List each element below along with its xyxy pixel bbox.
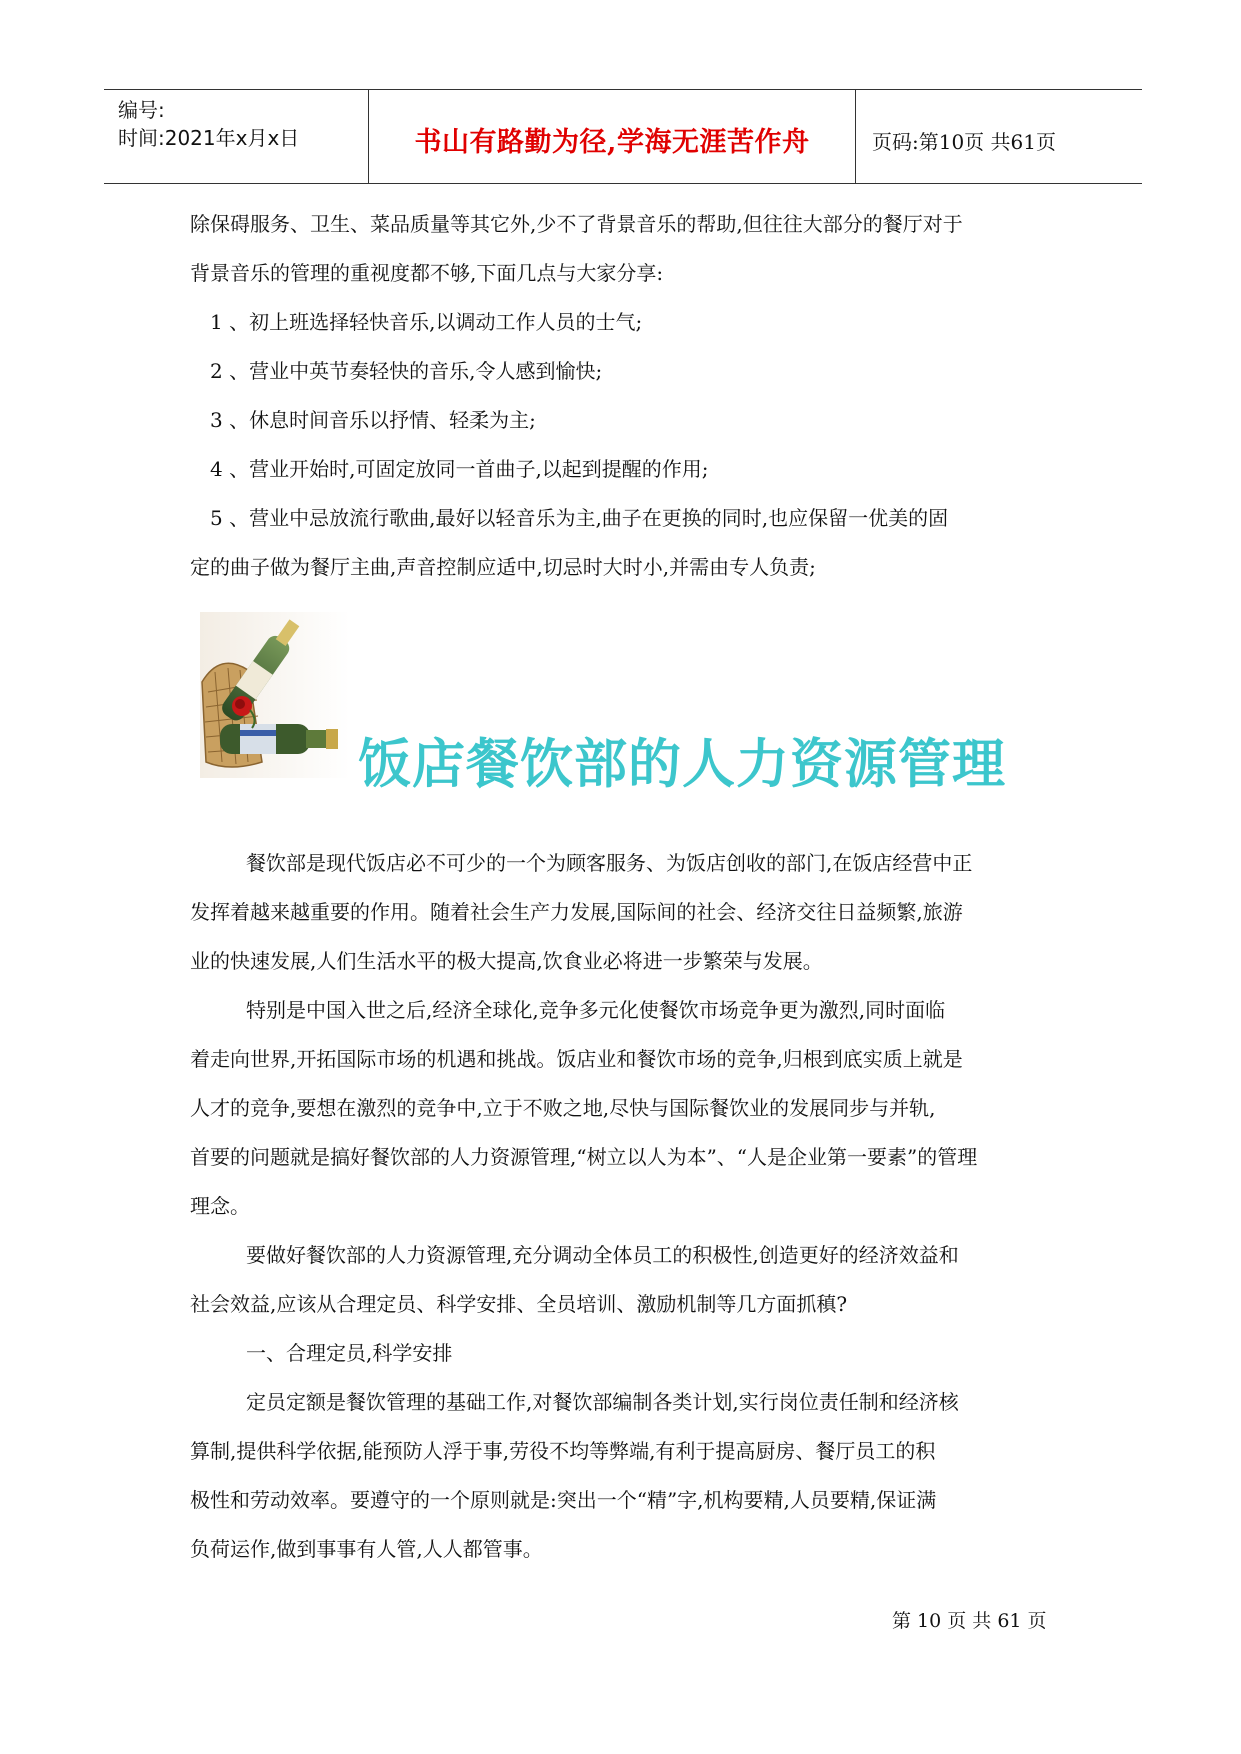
body-line-8: 理念。 [190, 1194, 250, 1218]
list-item-5: 5 、营业中忌放流行歌曲,最好以轻音乐为主,曲子在更换的同时,也应保留一优美的固 [210, 506, 949, 530]
intro-line-2: 背景音乐的管理的重视度都不够,下面几点与大家分享: [190, 261, 664, 285]
body-line-13: 算制,提供科学依据,能预防人浮于事,劳役不均等弊端,有利于提高厨房、餐厅员工的积 [190, 1439, 936, 1463]
header-meta-cell [104, 90, 368, 183]
body-line-6: 人才的竞争,要想在激烈的竞争中,立于不败之地,尽快与国际餐饮业的发展同步与并轨, [190, 1096, 936, 1120]
body-line-15: 负荷运作,做到事事有人管,人人都管事。 [190, 1537, 543, 1561]
page-footer: 第 10 页 共 61 页 [892, 1610, 1047, 1632]
body-line-1: 餐饮部是现代饭店必不可少的一个为顾客服务、为饭店创收的部门,在饭店经营中正 [246, 851, 973, 875]
body-line-9: 要做好餐饮部的人力资源管理,充分调动全体员工的积极性,创造更好的经济效益和 [246, 1243, 959, 1267]
intro-line-1: 除保碍服务、卫生、菜品质量等其它外,少不了背景音乐的帮助,但往往大部分的餐厅对于 [190, 212, 963, 236]
header-page-cell [856, 90, 1142, 183]
list-item-4: 4 、营业开始时,可固定放同一首曲子,以起到提醒的作用; [210, 457, 709, 481]
wine-bottles-image [200, 612, 350, 778]
body-line-12: 定员定额是餐饮管理的基础工作,对餐饮部编制各类计划,实行岗位责任制和经济核 [246, 1390, 959, 1414]
body-line-11: 一、合理定员,科学安排 [246, 1341, 453, 1365]
intro-section [190, 200, 1062, 592]
body-line-2: 发挥着越来越重要的作用。随着社会生产力发展,国际间的社会、经济交往日益频繁,旅游 [190, 900, 963, 924]
page-header [104, 89, 1142, 184]
body-line-3: 业的快速发展,人们生活水平的极大提高,饮食业必将进一步繁荣与发展。 [190, 949, 823, 973]
list-item-5-continued: 定的曲子做为餐厅主曲,声音控制应适中,切忌时大时小,并需由专人负责; [190, 555, 816, 579]
doc-time-label: 时间:2021年x月x日 [118, 126, 300, 150]
body-line-4: 特别是中国入世之后,经济全球化,竞争多元化使餐饮市场竞争更为激烈,同时面临 [246, 998, 946, 1022]
doc-code-label: 编号: [118, 98, 165, 122]
banner-title: 饭店餐饮部的人力资源管理 [358, 733, 1006, 795]
body-line-10: 社会效益,应该从合理定员、科学安排、全员培训、激励机制等几方面抓稹? [190, 1292, 848, 1316]
list-item-3: 3 、休息时间音乐以抒情、轻柔为主; [210, 408, 536, 432]
header-motto-cell [368, 90, 856, 183]
list-item-2: 2 、营业中英节奏轻快的音乐,令人感到愉快; [210, 359, 603, 383]
body-section [190, 839, 1062, 1574]
body-line-7: 首要的问题就是搞好餐饮部的人力资源管理,“树立以人为本”、“人是企业第一要素”的管理 [190, 1145, 978, 1169]
body-line-14: 极性和劳动效率。要遵守的一个原则就是:突出一个“精”字,机构要精,人员要精,保证满 [190, 1488, 937, 1512]
header-motto: 书山有路勤为径,学海无涯苦作舟 [414, 127, 810, 158]
header-page-info: 页码:第10页 共61页 [872, 130, 1056, 154]
list-item-1: 1 、初上班选择轻快音乐,以调动工作人员的士气; [210, 310, 643, 334]
body-line-5: 着走向世界,开拓国际市场的机遇和挑战。饭店业和餐饮市场的竞争,归根到底实质上就是 [190, 1047, 963, 1071]
